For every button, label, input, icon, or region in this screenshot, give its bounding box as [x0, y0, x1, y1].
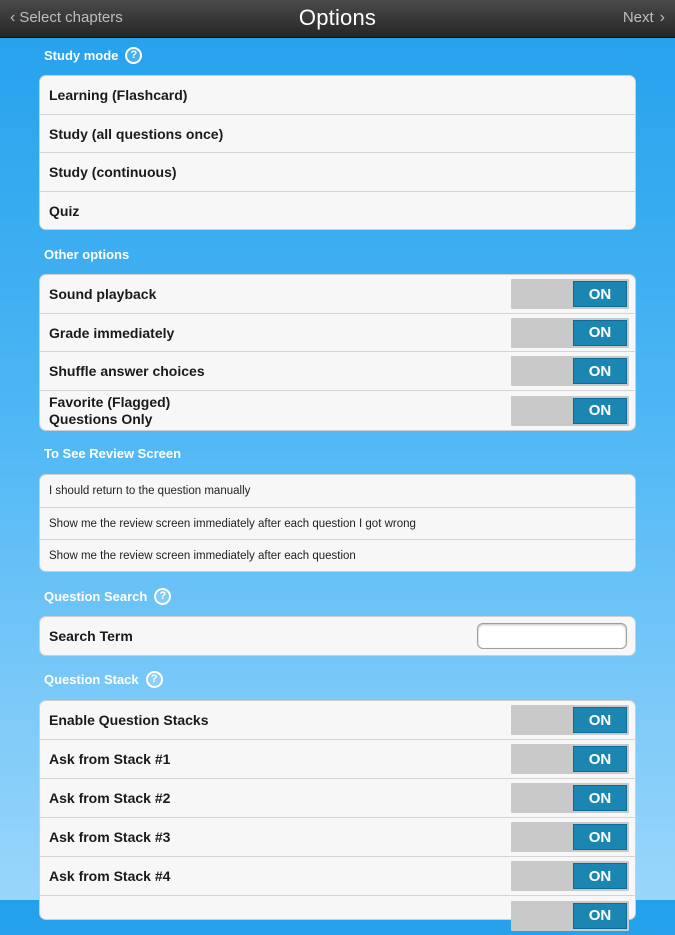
option-row-enable-stacks — [40, 701, 635, 740]
search-term-row — [40, 617, 635, 655]
toggle-state: ON — [573, 824, 627, 850]
list-item-label: I should return to the question manually — [49, 485, 251, 497]
next-button-label: Next — [622, 9, 654, 26]
option-row-stack-4 — [40, 857, 635, 896]
section-label-other-options — [44, 247, 129, 262]
help-icon[interactable]: ? — [125, 47, 142, 64]
shuffle-answers-toggle[interactable] — [511, 356, 629, 386]
list-item-label: Study (all questions once) — [49, 125, 224, 142]
list-item-label: Learning (Flashcard) — [49, 87, 188, 103]
study-mode-list — [39, 75, 636, 230]
section-label-study-mode — [44, 47, 142, 64]
help-icon[interactable]: ? — [154, 588, 171, 605]
page-title: Options — [298, 5, 377, 30]
toggle-state: ON — [573, 707, 627, 733]
review-screen-list — [39, 474, 636, 572]
toggle-state: ON — [573, 398, 627, 424]
option-label: Shuffle answer choices — [49, 363, 205, 379]
back-button-label: Select chapters — [19, 9, 123, 26]
option-label: Ask from Stack #2 — [49, 790, 171, 806]
option-label-line2: Questions Only — [49, 410, 153, 427]
option-label: Ask from Stack #4 — [49, 868, 171, 884]
toggle-state: ON — [573, 358, 627, 384]
option-label — [49, 394, 170, 428]
option-label: Ask from Stack #1 — [49, 751, 171, 767]
review-option-after-wrong[interactable] — [40, 508, 635, 540]
search-term-label: Search Term — [49, 628, 133, 644]
option-row-stack-5 — [40, 896, 635, 935]
chevron-right-icon: › — [659, 8, 665, 26]
stack-5-toggle[interactable] — [511, 901, 629, 931]
review-screen-label: To See Review Screen — [44, 446, 182, 461]
study-mode-item-quiz[interactable] — [40, 192, 635, 229]
option-row-grade-immediately — [40, 314, 635, 352]
toggle-state: ON — [573, 903, 627, 929]
stack-1-toggle[interactable] — [511, 744, 629, 774]
toggle-state: ON — [573, 863, 627, 889]
option-row-stack-3 — [40, 818, 635, 857]
stack-3-toggle[interactable] — [511, 822, 629, 852]
other-options-label: Other options — [44, 247, 130, 262]
option-label: Enable Question Stacks — [49, 712, 209, 728]
study-mode-item-study-once[interactable] — [40, 115, 635, 153]
study-mode-label: Study mode — [44, 48, 119, 63]
sound-playback-toggle[interactable] — [511, 279, 629, 309]
option-label: Grade immediately — [49, 324, 175, 341]
option-row-shuffle-answers — [40, 352, 635, 391]
other-options-list — [39, 274, 636, 431]
option-label: Sound playback — [49, 286, 157, 302]
section-label-question-stack — [44, 671, 163, 688]
chevron-left-icon: ‹ — [10, 8, 16, 26]
section-label-question-search — [44, 588, 171, 605]
option-row-favorite-only — [40, 391, 635, 430]
question-search-label: Question Search — [44, 589, 148, 604]
toggle-state: ON — [573, 785, 627, 811]
question-search-card — [39, 616, 636, 656]
toggle-state: ON — [573, 281, 627, 307]
list-item-label: Quiz — [49, 202, 80, 219]
enable-stacks-toggle[interactable] — [511, 705, 629, 735]
review-option-after-each[interactable] — [40, 540, 635, 571]
list-item-label: Study (continuous) — [49, 164, 177, 180]
toggle-state: ON — [573, 746, 627, 772]
toggle-state: ON — [573, 320, 627, 346]
question-stack-label: Question Stack — [44, 672, 139, 687]
review-option-manual[interactable] — [40, 475, 635, 508]
stack-4-toggle[interactable] — [511, 861, 629, 891]
list-item-label: Show me the review screen immediately after each question I got wrong — [49, 517, 416, 530]
next-button[interactable] — [623, 9, 665, 26]
study-mode-item-study-continuous[interactable] — [40, 153, 635, 192]
option-label: Ask from Stack #3 — [49, 829, 171, 845]
list-item-label: Show me the review screen immediately after each question — [49, 549, 356, 562]
stack-2-toggle[interactable] — [511, 783, 629, 813]
search-input[interactable] — [477, 623, 627, 649]
section-label-review-screen — [44, 446, 181, 461]
option-row-sound-playback — [40, 275, 635, 314]
grade-immediately-toggle[interactable] — [511, 318, 629, 348]
question-stack-list — [39, 700, 636, 924]
option-row-stack-1 — [40, 740, 635, 779]
study-mode-item-learning[interactable] — [40, 76, 635, 115]
option-row-stack-2 — [40, 779, 635, 818]
option-label-line1: Favorite (Flagged) — [49, 393, 171, 410]
navigation-bar — [0, 0, 675, 38]
favorite-only-toggle[interactable] — [511, 396, 629, 426]
help-icon[interactable]: ? — [146, 671, 163, 688]
